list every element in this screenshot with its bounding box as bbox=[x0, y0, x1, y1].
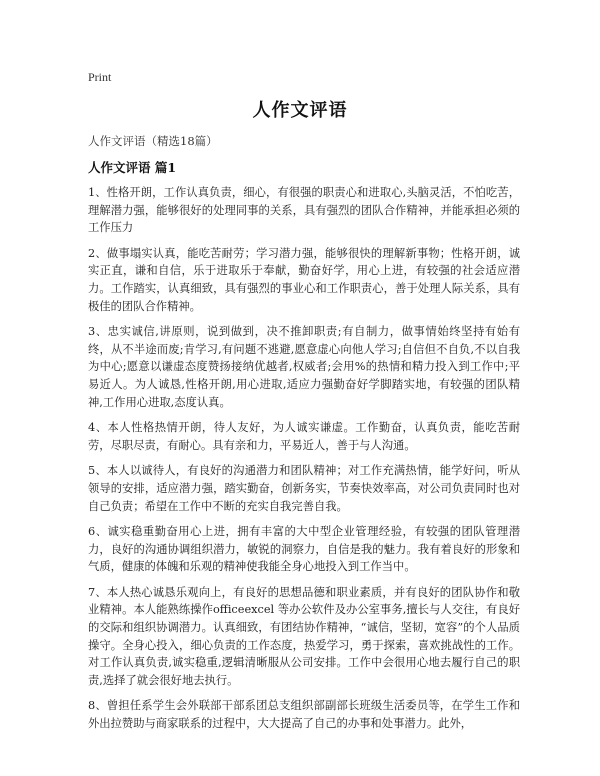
page-title: 人作文评语 bbox=[252, 100, 348, 121]
document-body bbox=[88, 184, 520, 741]
paragraph: 7、本人热心诚恳乐观向上，有良好的思想品德和职业素质，并有良好的团队协作和敬业精神。本人能熟练操作officeexcel 等办公软件及办公室事务,擅长与人交往，有良好的交际和组织协调潜力。认真细致，有团结协作精神，“诚信，坚韧，宽容”的个人品质操守。全身心投入，细心负责的工作态度，热爱学习，勇于探索，喜欢挑战性的工作。对工作认真负责,诚实稳重,逻辑清晰服从公司安排。工作中会很用心地去履行自己的职责,选择了就会很好地去执行。 bbox=[88, 585, 520, 687]
document-subtitle: 人作文评语（精选18篇） bbox=[88, 134, 218, 148]
paragraph: 1、性格开朗，工作认真负责，细心，有很强的职责心和进取心,头脑灵活，不怕吃苦，理解潜力强，能够很好的处理同事的关系，具有强烈的团队合作精神，并能承担必须的工作压力 bbox=[88, 186, 520, 235]
section-heading: 人作文评语 篇1 bbox=[88, 160, 177, 175]
paragraph: 3、忠实诚信,讲原则，说到做到，决不推卸职责;有自制力，做事情始终坚持有始有终，从不半途而废;肯学习,有问题不逃避,愿意虚心向他人学习;自信但不自负,不以自我为中心;愿意以谦虚态度赞扬接纳优越者,权威者;会用%的热情和精力投入到工作中;平易近人。为人诚恳,性格开朗,用心进取,适应力强勤奋好学脚踏实地，有较强的团队精神,工作用心进取,态度认真。 bbox=[88, 325, 520, 409]
paragraph: 2、做事塌实认真，能吃苦耐劳；学习潜力强，能够很快的理解新事物；性格开朗，诚实正直，谦和自信，乐于进取乐于奉献，勤奋好学，用心上进，有较强的社会适应潜力。工作踏实，认真细致，具有强烈的事业心和工作职责心，善于处理人际关系，具有极佳的团队合作精神。 bbox=[88, 246, 520, 313]
paragraph: 6、诚实稳重勤奋用心上进，拥有丰富的大中型企业管理经验，有较强的团队管理潜力，良好的沟通协调组织潜力，敏锐的洞察力，自信是我的魅力。我有着良好的形象和气质，健康的体魄和乐观的精神使我能全身心地投入到工作当中。 bbox=[88, 525, 520, 574]
paragraph: 8、曾担任系学生会外联部干部系团总支组织部副部长班级生活委员等，在学生工作和外出拉赞助与商家联系的过程中，大大提高了自己的办事和处事潜力。此外， bbox=[88, 699, 520, 731]
paragraph: 5、本人以诚待人，有良好的沟通潜力和团队精神；对工作充满热情，能学好问，听从领导的安排，适应潜力强，踏实勤奋，创新务实，节奏快效率高，对公司负责同时也对自己负责；希望在工作中不断的充实自我完善自我。 bbox=[88, 464, 520, 513]
paragraph: 4、本人性格热情开朗，待人友好，为人诚实谦虚。工作勤奋，认真负责，能吃苦耐劳，尽职尽责，有耐心。具有亲和力，平易近人，善于与人沟通。 bbox=[88, 421, 520, 452]
print-link[interactable]: Print bbox=[88, 70, 112, 84]
